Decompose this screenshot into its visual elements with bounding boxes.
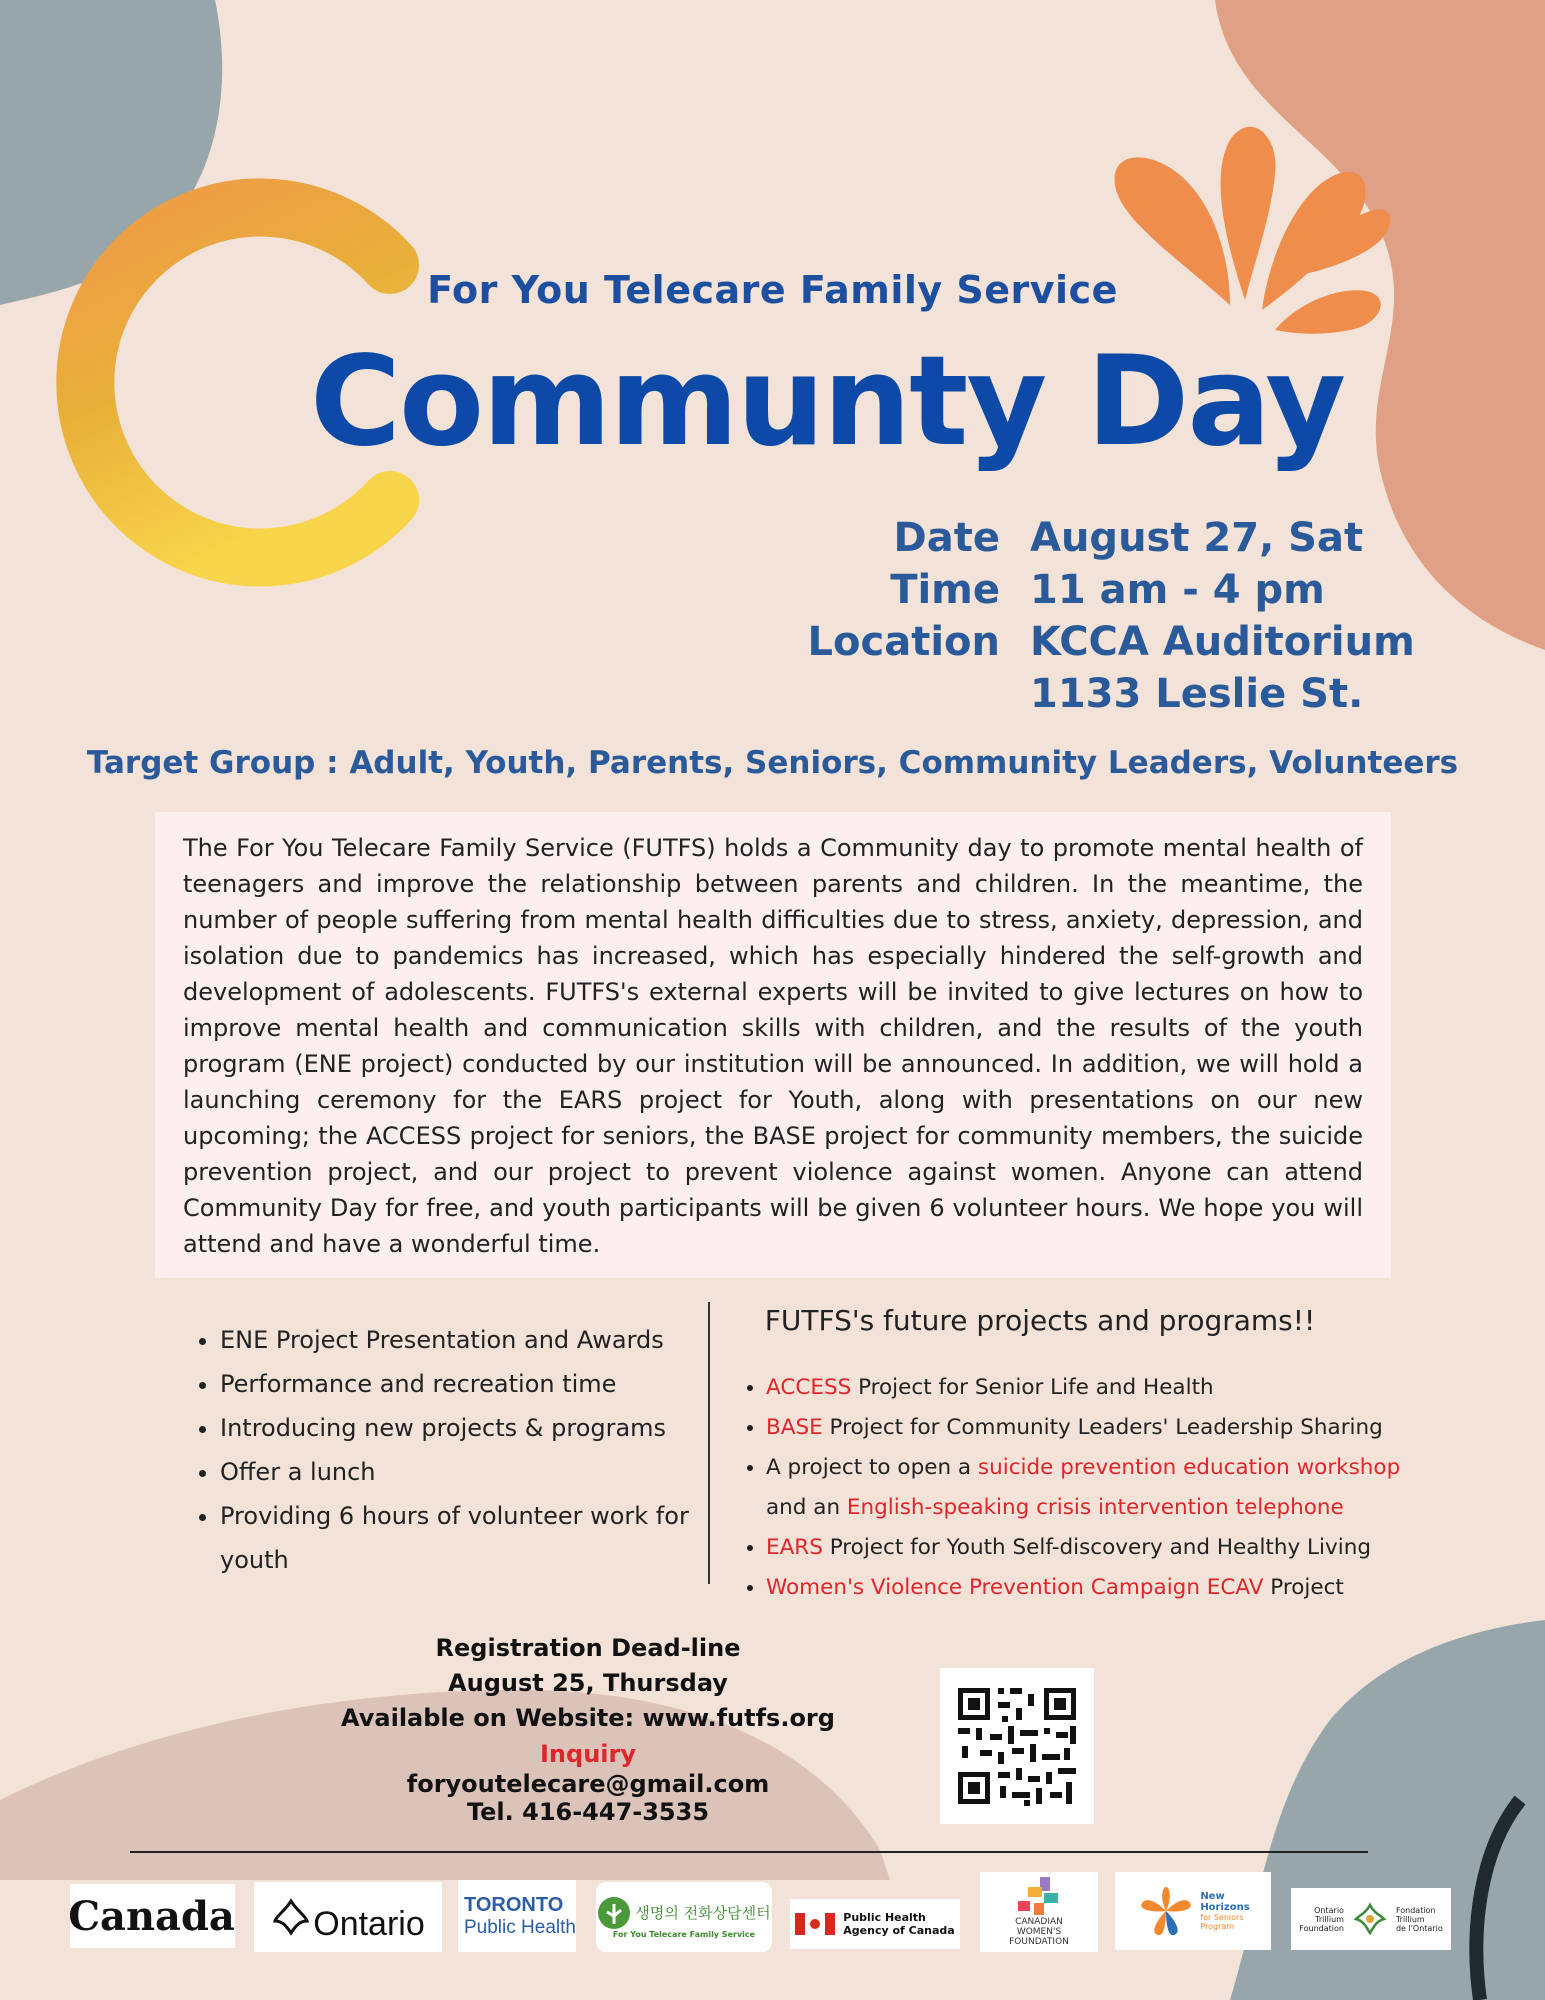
futfs-logo <box>596 1882 772 1952</box>
time-value: 11 am - 4 pm <box>1030 567 1325 613</box>
otf-line2: Trillium <box>1315 1914 1344 1924</box>
new-horizons-logo <box>1115 1872 1271 1950</box>
project-highlight: ACCESS <box>766 1375 852 1400</box>
inquiry-label: Inquiry <box>540 1740 636 1768</box>
list-item: • Offer a lunch <box>220 1450 740 1494</box>
list-item: • ENE Project Presentation and Awards <box>220 1318 740 1362</box>
description-text: The For You Telecare Family Service (FUTFS) holds a Community day to promote mental health of teenagers and improve the relationship between parents and children. In the meantime, the number of people suffering from mental health difficulties due to stress, anxiety, depression, and isolation due to pandemics has increased, which has especially hindered the self-growth and development of adolescents. FUTFS's external experts will be invited to give lectures on how to improve mental health and communication skills with children, and the results of the youth program (ENE project) conducted by our institution will be announced. In addition, we will hold a launching ceremony for the EARS project for Youth, along with presentations on our new upcoming; the ACCESS project for seniors, the BASE project for community members, the suicide prevention project, and our project to prevent violence against women. Anyone can attend Community Day for free, and youth participants will be given 6 volunteer hours. We hope you will attend and have a wonderful time. <box>183 834 1363 1258</box>
list-item <box>766 1368 1466 1408</box>
location-label: Location <box>807 619 1000 665</box>
location-value-line2: 1133 Leslie St. <box>1030 671 1364 717</box>
futfs-tree-icon <box>597 1896 631 1930</box>
date-label: Date <box>893 515 1000 561</box>
target-group: Target Group : Adult, Youth, Parents, Seniors, Community Leaders, Volunteers <box>86 745 1459 781</box>
cwf-line1: CANADIAN <box>1015 1917 1063 1927</box>
futfs-korean-name: 생명의 전화상담센터 <box>635 1904 771 1922</box>
project-text: Project for Youth Self-discovery and Healthy Living <box>822 1535 1371 1560</box>
ontario-trillium-foundation-logo <box>1291 1888 1451 1950</box>
list-item <box>766 1408 1466 1448</box>
otf-line4: Fondation <box>1395 1905 1436 1915</box>
list-item <box>766 1568 1466 1608</box>
futfs-english-name: For You Telecare Family Service <box>612 1929 756 1939</box>
toronto-wordmark: TORONTO <box>464 1893 564 1916</box>
canada-wordmark: Canada <box>68 1892 235 1940</box>
otf-line1: Ontario <box>1314 1905 1344 1915</box>
phac-line2: Agency of Canada <box>843 1924 955 1937</box>
project-text: and an <box>766 1495 847 1520</box>
project-text: A project to open a <box>766 1455 978 1480</box>
nh-line2: Horizons <box>1200 1902 1250 1913</box>
trillium-icon <box>1350 1899 1390 1939</box>
column-divider <box>708 1302 710 1584</box>
nh-line3: for Seniors <box>1200 1913 1244 1922</box>
description-box <box>155 812 1391 1278</box>
contact-phone: Tel. 416-447-3535 <box>466 1798 710 1826</box>
contact-email[interactable]: foryoutelecare@gmail.com <box>406 1770 770 1798</box>
new-horizons-flower-icon <box>1136 1883 1196 1939</box>
time-label: Time <box>890 567 1000 613</box>
cwf-blocks-icon <box>1014 1877 1064 1917</box>
public-health-wordmark: Public Health <box>464 1916 576 1938</box>
canada-flag-icon <box>795 1913 835 1935</box>
phac-line1: Public Health <box>843 1911 926 1924</box>
canadian-womens-foundation-logo <box>980 1872 1098 1952</box>
nh-line1: New <box>1200 1891 1225 1902</box>
cwf-line3: FOUNDATION <box>1009 1937 1069 1947</box>
location-value-line1: KCCA Auditorium <box>1030 619 1415 665</box>
program-list <box>188 1318 740 1582</box>
project-text: Project for Community Leaders' Leadership Sharing <box>822 1415 1383 1440</box>
ontario-logo <box>254 1882 442 1952</box>
project-highlight: Women's Violence Prevention Campaign ECAV <box>766 1575 1264 1600</box>
future-projects-title: FUTFS's future projects and programs!! <box>764 1304 1316 1337</box>
toronto-public-health-logo <box>458 1880 576 1952</box>
trillium-icon <box>271 1897 311 1937</box>
organization-name: For You Telecare Family Service <box>427 268 1118 312</box>
public-health-agency-logo <box>790 1899 960 1949</box>
registration-deadline-date: August 25, Thursday <box>448 1669 728 1697</box>
ontario-wordmark: Ontario <box>313 1904 425 1943</box>
otf-line6: de l'Ontario <box>1395 1923 1443 1933</box>
project-highlight: EARS <box>766 1535 823 1560</box>
footer-divider <box>130 1851 1368 1853</box>
registration-deadline-label: Registration Dead-line <box>435 1634 741 1662</box>
cwf-line2: WOMEN'S <box>1016 1927 1062 1937</box>
project-text: Project for Senior Life and Health <box>851 1375 1214 1400</box>
list-item <box>766 1448 1466 1528</box>
website-link[interactable]: Available on Website: www.futfs.org <box>341 1704 835 1732</box>
project-highlight: suicide prevention education workshop <box>977 1455 1401 1480</box>
event-title: Communty Day <box>310 330 1345 474</box>
list-item: • Performance and recreation time <box>220 1362 740 1406</box>
future-projects-list <box>734 1368 1466 1608</box>
list-item: • Introducing new projects & programs <box>220 1406 740 1450</box>
project-text: Project <box>1263 1575 1344 1600</box>
list-item: • Providing 6 hours of volunteer work for youth <box>220 1494 740 1582</box>
nh-line4: Program <box>1200 1922 1235 1931</box>
qr-code[interactable] <box>940 1668 1094 1824</box>
canada-logo <box>70 1884 235 1948</box>
otf-line3: Foundation <box>1299 1923 1344 1933</box>
date-value: August 27, Sat <box>1030 515 1364 561</box>
project-highlight: BASE <box>766 1415 823 1440</box>
project-highlight: English-speaking crisis intervention telephone <box>846 1495 1344 1520</box>
otf-line5: Trillium <box>1395 1914 1425 1924</box>
list-item <box>766 1528 1466 1568</box>
